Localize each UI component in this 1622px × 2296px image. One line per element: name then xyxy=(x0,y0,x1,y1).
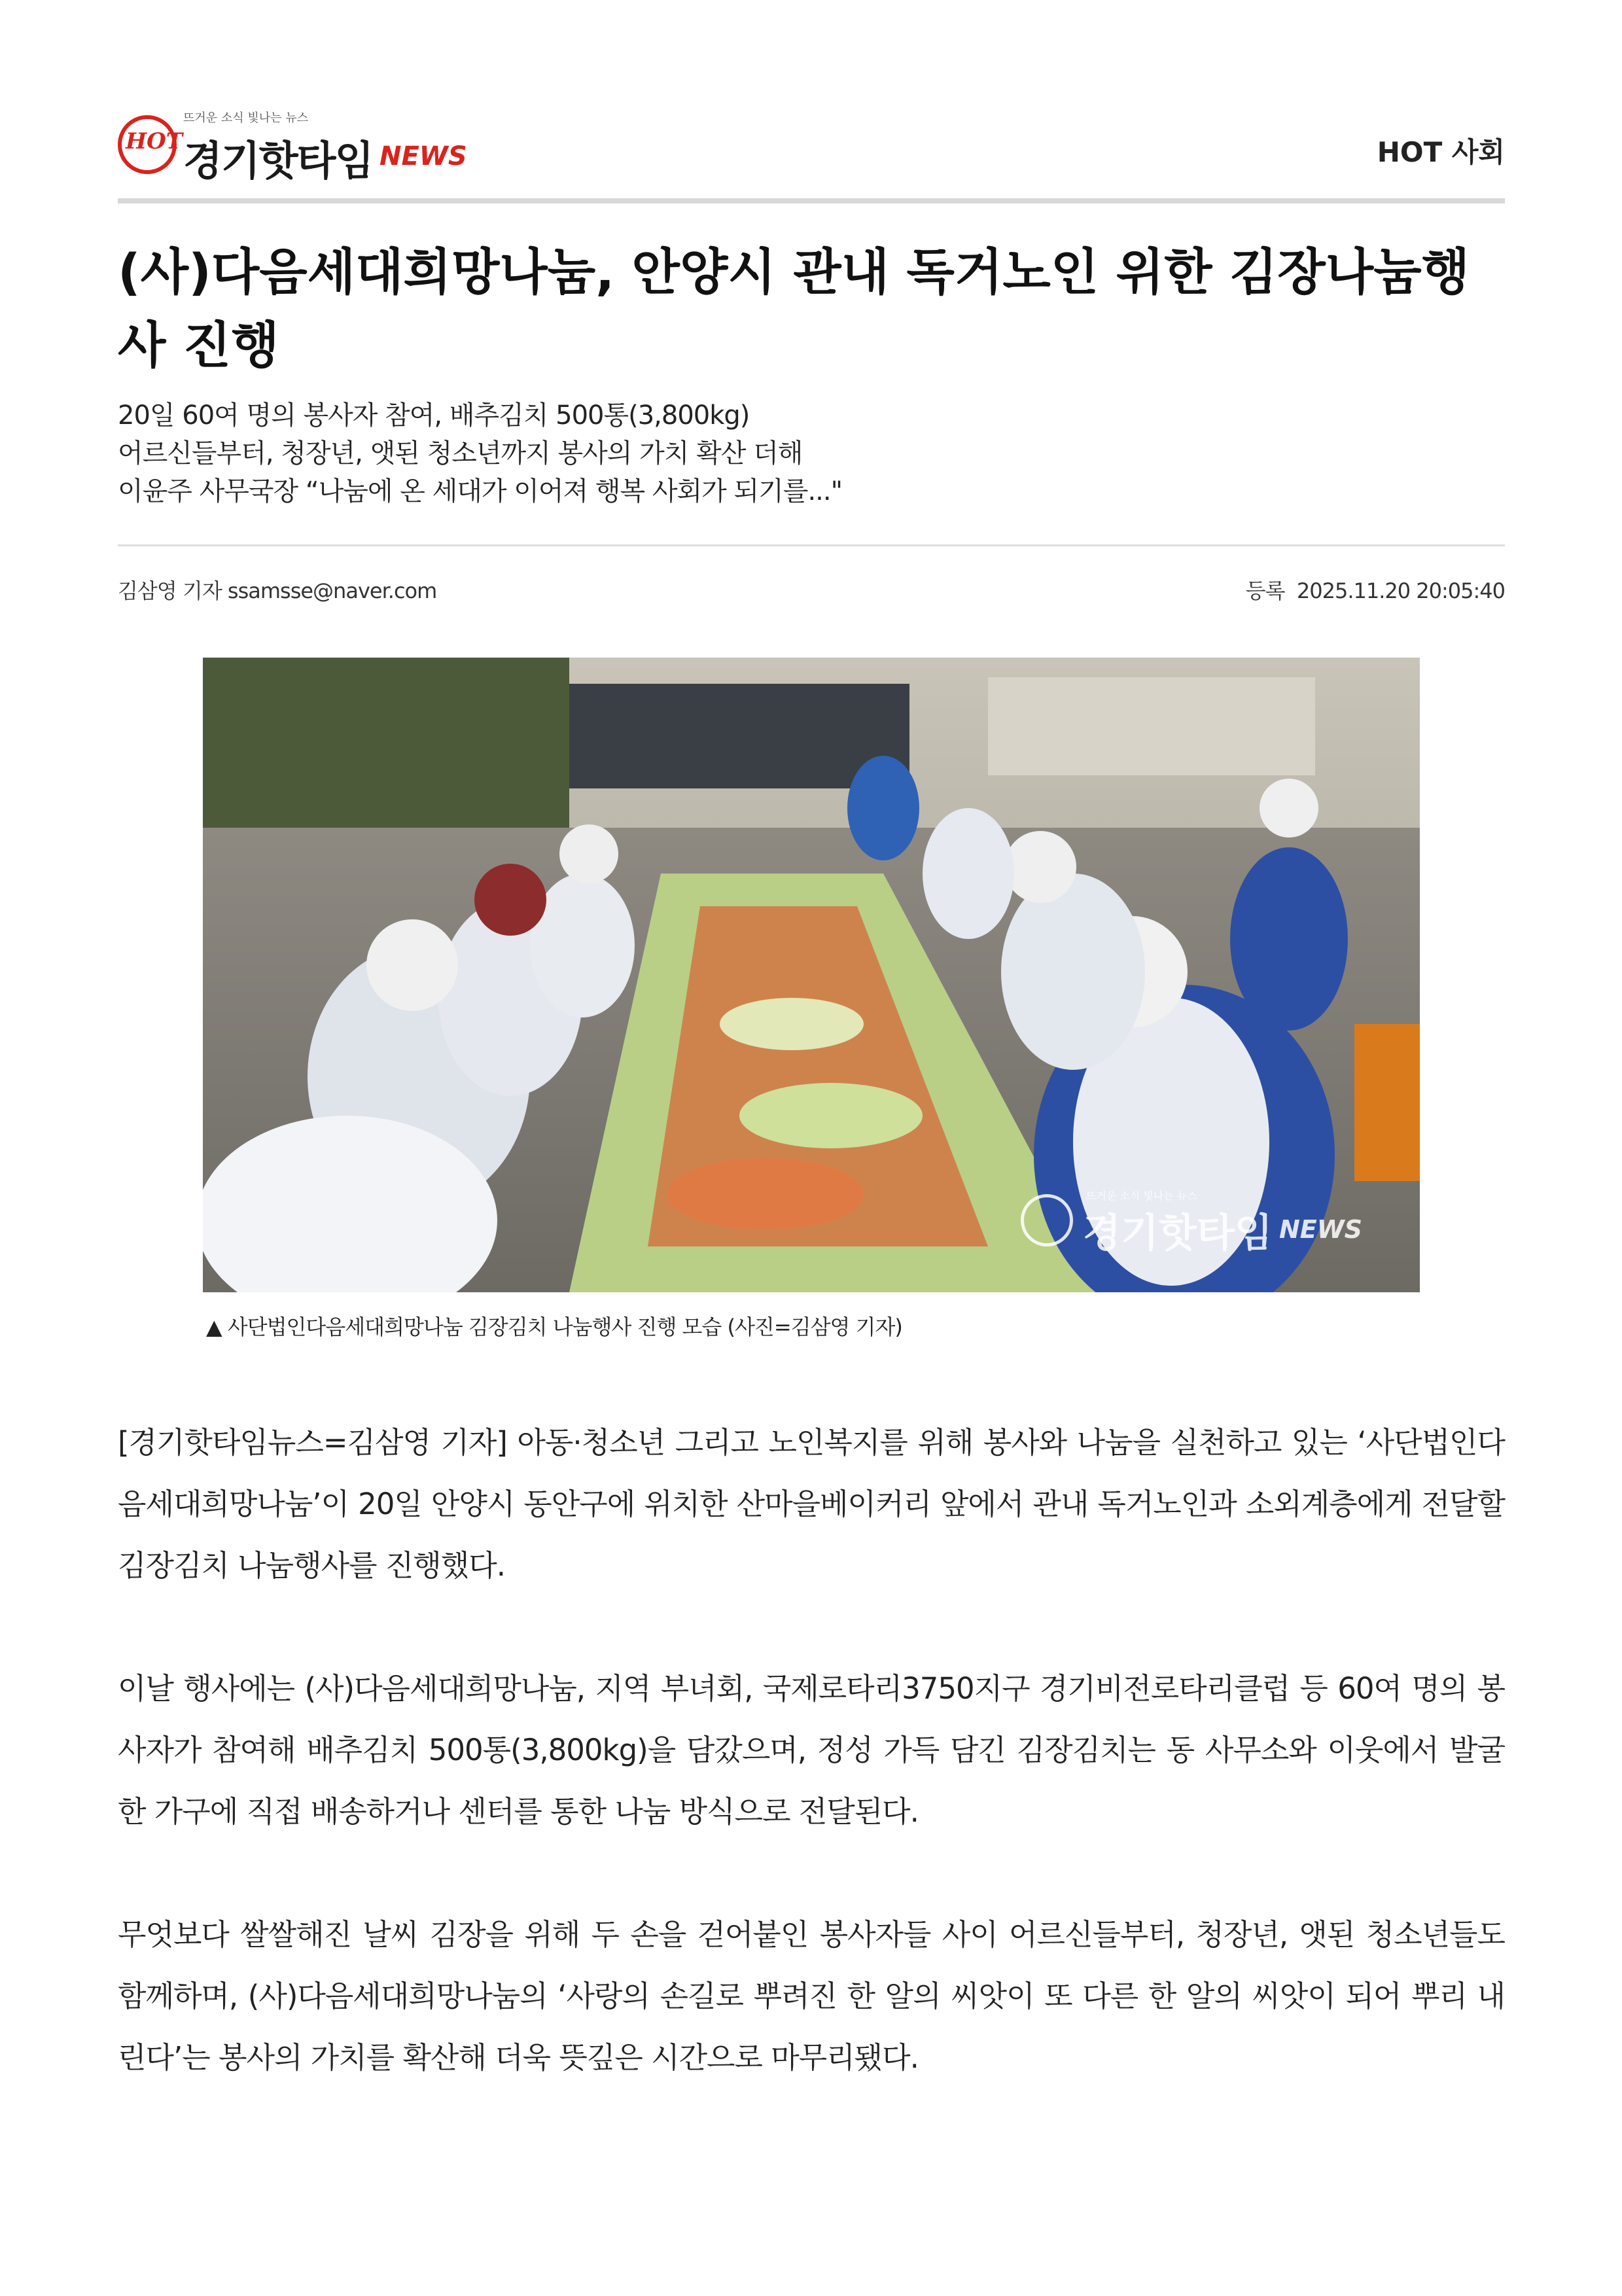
subtitle-line: 어르신들부터, 청장년, 앳된 청소년까지 봉사의 가치 확산 더해 xyxy=(118,438,803,468)
site-logo[interactable] xyxy=(118,109,484,187)
registered-label: 등록 xyxy=(1245,578,1285,603)
subtitle-line: 이윤주 사무국장 “나눔에 온 세대가 이어져 행복 사회가 되기를..." xyxy=(118,476,842,506)
photo-illustration xyxy=(203,658,1420,1292)
article-subtitles xyxy=(118,397,1505,510)
meta-divider xyxy=(118,544,1505,546)
hot-logo-icon: HOT xyxy=(118,115,177,174)
watermark-logo-icon xyxy=(1021,1194,1073,1246)
site-header xyxy=(118,105,1505,203)
watermark-name: 경기핫타임 xyxy=(1083,1210,1273,1256)
watermark-news: NEWS xyxy=(1279,1215,1363,1244)
watermark-slogan: 뜨거운 소식 빛나는 뉴스 xyxy=(1086,1190,1197,1202)
article-body xyxy=(118,1412,1505,2150)
logo-name: 경기핫타임 xyxy=(183,137,373,185)
header-divider xyxy=(118,198,1505,203)
logo-slogan: 뜨거운 소식 빛나는 뉴스 xyxy=(183,111,309,125)
logo-news: NEWS xyxy=(379,141,467,171)
body-paragraph: 무엇보다 쌀쌀해진 날씨 김장을 위해 두 손을 걷어붙인 봉사자들 사이 어르신들부터, 청장년, 앳된 청소년들도 함께하며, (사)다음세대희망나눔의 ‘사랑의 손길로 뿌려진 한 알의 씨앗이 또 다른 한 알의 씨앗이 되어 뿌리 내린다’는 봉사의 가치를 확산해 더욱 뜻깊은 시간으로 마무리됐다. xyxy=(118,1917,1505,2075)
registered-time: 2025.11.20 20:05:40 xyxy=(1296,578,1505,603)
byline: 김삼영 기자 ssamsse@naver.com xyxy=(118,578,437,603)
body-paragraph: [경기핫타임뉴스=김삼영 기자] 아동·청소년 그리고 노인복지를 위해 봉사와 나눔을 실천하고 있는 ‘사단법인다음세대희망나눔’이 20일 안양시 동안구에 위치한 산마을베이커리 앞에서 관내 독거노인과 소외계층에게 전달할 김장김치 나눔행사를 진행했다. xyxy=(118,1425,1505,1583)
article-photo xyxy=(203,658,1420,1292)
registered-datetime xyxy=(1246,574,1505,605)
article-title: (사)다음세대희망나눔, 안양시 관내 독거노인 위한 김장나눔행사 진행 xyxy=(118,243,1470,374)
body-paragraph: 이날 행사에는 (사)다음세대희망나눔, 지역 부녀회, 국제로타리3750지구 경기비전로타리클럽 등 60여 명의 봉사자가 참여해 배추김치 500통(3,800kg)을 담갔으며, 정성 가득 담긴 김장김치는 동 사무소와 이웃에서 발굴한 가구에 직접 배송하거나 센터를 통한 나눔 방식으로 전달된다. xyxy=(118,1671,1505,1829)
subtitle-line: 20일 60여 명의 봉사자 참여, 배추김치 500통(3,800kg) xyxy=(118,400,750,431)
section-label[interactable]: HOT 사회 xyxy=(1377,136,1505,168)
photo-caption: ▲ 사단법인다음세대희망나눔 김장김치 나눔행사 진행 모습 (사진=김삼영 기자) xyxy=(206,1315,902,1339)
